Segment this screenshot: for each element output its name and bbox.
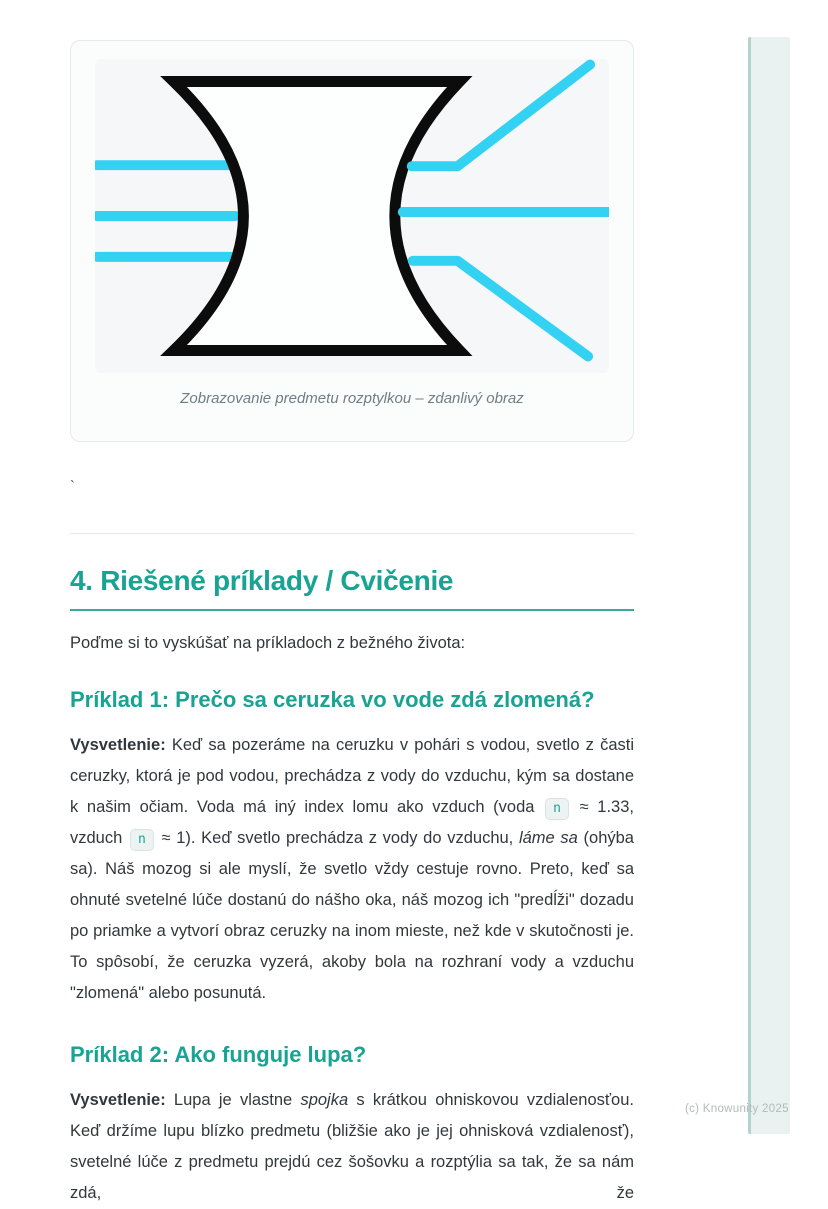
text-run: spojka bbox=[300, 1091, 349, 1109]
example-2-heading: Príklad 2: Ako funguje lupa? bbox=[70, 1042, 367, 1067]
watermark: (c) Knowunity 2025 bbox=[685, 1103, 789, 1115]
incoming-light-rays bbox=[97, 165, 235, 257]
text-run: Vysvetlenie: bbox=[70, 736, 166, 754]
figure-card bbox=[70, 40, 634, 442]
page-edge-strip bbox=[748, 37, 790, 1134]
section-divider bbox=[70, 533, 634, 534]
text-run: Keď sa pozeráme na ceruzku v pohári s vodou, svetlo z časti ceruzky, ktorá je pod vodou, prechádza z vody do vzduchu, kým sa dostane k našim očiam. Voda má iný index lomu ako vzduch (voda bbox=[70, 736, 634, 816]
example-1-heading: Príklad 1: Prečo sa ceruzka vo vode zdá zlomená? bbox=[70, 687, 595, 712]
diverging-lens-diagram bbox=[95, 59, 609, 373]
text-run: ≈ 1). Keď svetlo prechádza z vody do vzduchu, bbox=[155, 829, 519, 847]
text-run: Vysvetlenie: bbox=[70, 1091, 166, 1109]
example-1-body bbox=[70, 730, 634, 1009]
text-run: (ohýba sa). Náš mozog si ale myslí, že svetlo vždy cestuje rovno. Preto, keď sa ohnuté svetelné lúče dostanú do nášho oka, náš mozog ich "predĺži" dozadu po priamke a vytvorí obraz ceruzky na inom mieste, než kde v skutočnosti je. To spôsobí, že ceruzka vyzerá, akoby bola na rozhraní vody a vzduchu "zlomená" alebo posunutá. bbox=[70, 829, 634, 1002]
inline-code-chip: n bbox=[545, 798, 569, 820]
figure-caption: Zobrazovanie predmetu rozptylkou – zdanlivý obraz bbox=[180, 390, 524, 407]
intro-text: Poďme si to vyskúšať na príkladoch z bežného života: bbox=[70, 634, 466, 652]
text-run: s krátkou ohniskovou vzdialenosťou. Keď držíme lupu blízko predmetu (bližšie ako je jej ohnisková vzdialenosť), svetelné lúče z predmetu prejdú cez šošovku a rozptýlia sa tak, že sa nám zdá, že bbox=[70, 1091, 634, 1202]
document-page bbox=[70, 0, 634, 1209]
stray-backtick: ` bbox=[70, 478, 75, 495]
text-run: láme sa bbox=[518, 829, 578, 847]
lens-diagram-svg bbox=[95, 59, 609, 373]
inline-code-chip: n bbox=[130, 829, 154, 851]
example-2-body bbox=[70, 1085, 634, 1209]
section-heading: 4. Riešené príklady / Cvičenie bbox=[70, 564, 634, 611]
text-run: ≈ 1.33, vzduch bbox=[70, 798, 634, 847]
text-run: Lupa je vlastne bbox=[165, 1091, 301, 1109]
